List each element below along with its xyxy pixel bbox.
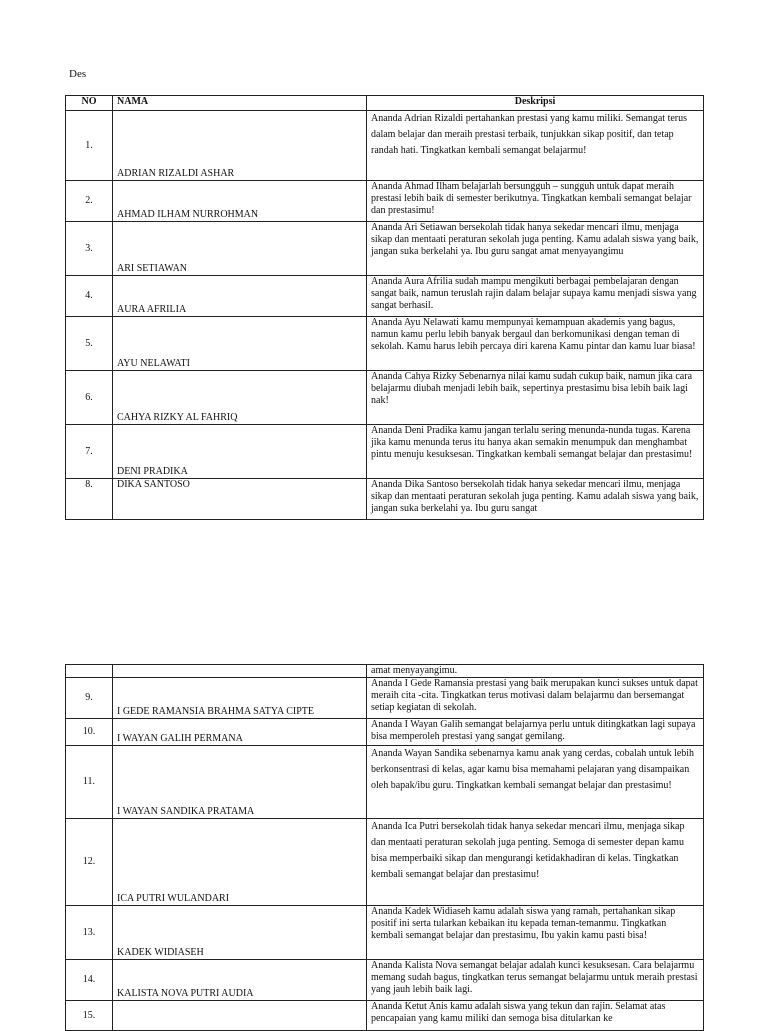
table-row — [66, 222, 704, 276]
table-row — [66, 1001, 704, 1031]
row-number: 4. — [66, 276, 113, 317]
table-row — [66, 181, 704, 222]
student-name: ARI SETIAWAN — [113, 222, 367, 276]
student-name: DENI PRADIKA — [113, 425, 367, 479]
page-label: Des — [69, 68, 87, 80]
student-description: Ananda Kadek Widiaseh kamu adalah siswa yang ramah, pertahankan sikap positif ini serta tularkan kebaikan itu kepada teman-temanmu. Tingkatkan kembali semangat belajar dan prestasimu, Ibu yakin kamu pasti bisa! — [367, 906, 704, 960]
student-name: I WAYAN SANDIKA PRATAMA — [113, 746, 367, 819]
student-description-table — [65, 95, 704, 520]
student-description: Ananda Cahya Rizky Sebenarnya nilai kamu sudah cukup baik, namun jika cara belajarmu diubah menjadi lebih baik, sepertinya prestasimu bisa lebih baik lagi nak! — [367, 371, 704, 425]
student-description: Ananda I Gede Ramansia prestasi yang baik merupakan kunci sukses untuk dapat meraih cita -cita. Tingkatkan terus motivasi dalam belajarmu dan bersemangat setiap kegiatan di sekolah. — [367, 678, 704, 719]
student-name — [113, 1001, 367, 1031]
student-name — [113, 665, 367, 678]
student-description: Ananda Ahmad Ilham belajarlah bersungguh – sungguh untuk dapat meraih prestasi lebih baik di semester berikutnya. Tingkatkan kembali semangat belajar dan prestasimu! — [367, 181, 704, 222]
table-row — [66, 479, 704, 520]
student-description: Ananda Ica Putri bersekolah tidak hanya sekedar mencari ilmu, menjaga sikap dan mentaati peraturan sekolah juga penting. Semoga di semester depan kamu bisa memperbaiki sikap dan mengurangi ketidakhadiran di kelas. Tingkatkan kembali semangat belajar dan prestasimu! — [367, 819, 704, 906]
table-row — [66, 371, 704, 425]
student-name: ICA PUTRI WULANDARI — [113, 819, 367, 906]
student-description: Ananda I Wayan Galih semangat belajarnya perlu untuk ditingkatkan lagi supaya bisa memperoleh prestasi yang sangat gemilang. — [367, 719, 704, 746]
table-row — [66, 960, 704, 1001]
student-name: CAHYA RIZKY AL FAHRIQ — [113, 371, 367, 425]
table-row — [66, 665, 704, 678]
student-description: Ananda Dika Santoso bersekolah tidak hanya sekedar mencari ilmu, menjaga sikap dan mentaati peraturan sekolah juga penting. Kamu adalah siswa yang baik, jangan suka berkelahi ya. Ibu guru sangat — [367, 479, 704, 520]
student-description: Ananda Ketut Anis kamu adalah siswa yang tekun dan rajin. Selamat atas pencapaian yang kamu miliki dan semoga bisa ditularkan ke — [367, 1001, 704, 1031]
row-number — [66, 665, 113, 678]
student-name: ADRIAN RIZALDI ASHAR — [113, 111, 367, 181]
header-description: Deskripsi — [367, 96, 704, 111]
student-name: KADEK WIDIASEH — [113, 906, 367, 960]
student-description-table-continued — [65, 664, 704, 1031]
student-name: KALISTA NOVA PUTRI AUDIA — [113, 960, 367, 1001]
student-name: AURA AFRILIA — [113, 276, 367, 317]
student-description: Ananda Deni Pradika kamu jangan terlalu sering menunda-nunda tugas. Karena jika kamu menunda terus itu hanya akan semakin menumpuk dan menghambat pintu menuju kesuksesan. Tingkatkan kembali semangat belajar dan prestasimu! — [367, 425, 704, 479]
table-row — [66, 746, 704, 819]
student-name: AHMAD ILHAM NURROHMAN — [113, 181, 367, 222]
student-description: Ananda Ari Setiawan bersekolah tidak hanya sekedar mencari ilmu, menjaga sikap dan mentaati peraturan sekolah juga penting. Kamu adalah siswa yang baik, jangan suka berkelahi ya. Ibu guru sangat amat menyayangimu — [367, 222, 704, 276]
row-number: 7. — [66, 425, 113, 479]
table-header-row — [66, 96, 704, 111]
student-description: amat menyayangimu. — [367, 665, 704, 678]
table-row — [66, 906, 704, 960]
student-name: I WAYAN GALIH PERMANA — [113, 719, 367, 746]
row-number: 13. — [66, 906, 113, 960]
student-description: Ananda Adrian Rizaldi pertahankan prestasi yang kamu miliki. Semangat terus dalam belajar dan meraih prestasi terbaik, tunjukkan sikap positif, dan tetap randah hati. Tingkatkan kembali semangat belajarmu! — [367, 111, 704, 181]
table-row — [66, 276, 704, 317]
row-number: 10. — [66, 719, 113, 746]
student-description: Ananda Wayan Sandika sebenarnya kamu anak yang cerdas, cobalah untuk lebih berkonsentrasi di kelas, agar kamu bisa memahami pelajaran yang disampaikan oleh bapak/ibu guru. Tingkatkan kembali semangat belajar dan prestasimu! — [367, 746, 704, 819]
student-description: Ananda Aura Afrilia sudah mampu mengikuti berbagai pembelajaran dengan sangat baik, namun teruslah rajin dalam belajar supaya kamu menjadi siswa yang sangat berhasil. — [367, 276, 704, 317]
table-row — [66, 719, 704, 746]
table-row — [66, 678, 704, 719]
student-description: Ananda Ayu Nelawati kamu mempunyai kemampuan akademis yang bagus, namun kamu perlu lebih banyak bergaul dan berkomunikasi dengan teman di sekolah. Kamu harus lebih percaya diri karena Kamu pintar dan kamu luar biasa! — [367, 317, 704, 371]
row-number: 15. — [66, 1001, 113, 1031]
row-number: 9. — [66, 678, 113, 719]
row-number: 3. — [66, 222, 113, 276]
row-number: 5. — [66, 317, 113, 371]
student-name: DIKA SANTOSO — [113, 479, 367, 520]
row-number: 6. — [66, 371, 113, 425]
header-name: NAMA — [113, 96, 367, 111]
row-number: 14. — [66, 960, 113, 1001]
table-row — [66, 425, 704, 479]
row-number: 8. — [66, 479, 113, 520]
row-number: 1. — [66, 111, 113, 181]
table-row — [66, 819, 704, 906]
student-description: Ananda Kalista Nova semangat belajar adalah kunci kesuksesan. Cara belajarmu memang sudah bagus, tingkatkan terus semangat belajarmu untuk meraih prestasi yang jauh lebih baik lagi. — [367, 960, 704, 1001]
row-number: 11. — [66, 746, 113, 819]
table-row — [66, 317, 704, 371]
student-name: I GEDE RAMANSIA BRAHMA SATYA CIPTE — [113, 678, 367, 719]
row-number: 12. — [66, 819, 113, 906]
row-number: 2. — [66, 181, 113, 222]
table-row — [66, 111, 704, 181]
student-name: AYU NELAWATI — [113, 317, 367, 371]
header-no: NO — [66, 96, 113, 111]
